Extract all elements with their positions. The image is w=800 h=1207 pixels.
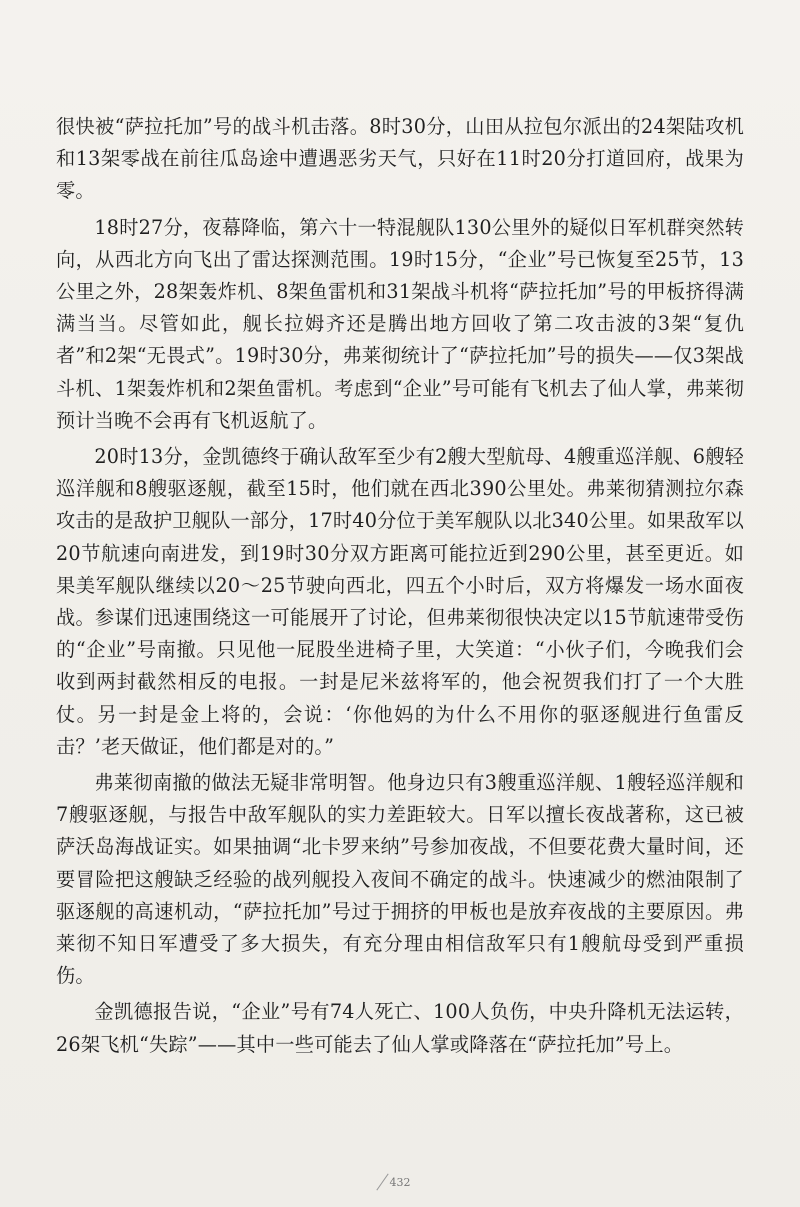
body-text — [56, 111, 744, 1065]
paragraph: 20时13分，金凯德终于确认敌军至少有2艘大型航母、4艘重巡洋舰、6艘轻巡洋舰和8艘驱逐舰，截至15时，他们就在西北390公里处。弗莱彻猜测拉尔森攻击的是敌护卫舰队一部分，17时40分位于美军舰队以北340公里。如果敌军以20节航速向南进发，到19时30分双方距离可能拉近到290公里，甚至更近。如果美军舰队继续以20～25节驶向西北，四五个小时后，双方将爆发一场水面夜战。参谋们迅速围绕这一可能展开了讨论，但弗莱彻很快决定以15节航速带受伤的“企业”号南撤。只见他一屁股坐进椅子里，大笑道：“小伙子们，今晚我们会收到两封截然相反的电报。一封是尼米兹将军的，他会祝贺我们打了一个大胜仗。另一封是金上将的，会说：‘你他妈的为什么不用你的驱逐舰进行鱼雷反击？’老天做证，他们都是对的。” — [56, 445, 744, 758]
paragraph: 金凯德报告说，“企业”号有74人死亡、100人负伤，中央升降机无法运转，26架飞机“失踪”——其中一些可能去了仙人掌或降落在“萨拉托加”号上。 — [56, 1000, 744, 1056]
page-number: 432 — [389, 1176, 411, 1189]
paragraph-continued: 很快被“萨拉托加”号的战斗机击落。8时30分，山田从拉包尔派出的24架陆攻机和13架零战在前往瓜岛途中遭遇恶劣天气，只好在11时20分打道回府，战果为零。 — [56, 115, 744, 203]
paragraph: 18时27分，夜幕降临，第六十一特混舰队130公里外的疑似日军机群突然转向，从西北方向飞出了雷达探测范围。19时15分，“企业”号已恢复至25节，13公里之外，28架轰炸机、8架鱼雷机和31架战斗机将“萨拉托加”号的甲板挤得满满当当。尽管如此，舰长拉姆齐还是腾出地方回收了第二攻击波的3架“复仇者”和2架“无畏式”。19时30分，弗莱彻统计了“萨拉托加”号的损失——仅3架战斗机、1架轰炸机和2架鱼雷机。考虑到“企业”号可能有飞机去了仙人掌，弗莱彻预计当晚不会再有飞机返航了。 — [56, 215, 744, 432]
paragraph: 弗莱彻南撤的做法无疑非常明智。他身边只有3艘重巡洋舰、1艘轻巡洋舰和7艘驱逐舰，与报告中敌军舰队的实力差距较大。日军以擅长夜战著称，这已被萨沃岛海战证实。如果抽调“北卡罗来纳”号参加夜战，不但要花费大量时间，还要冒险把这艘缺乏经验的战列舰投入夜间不确定的战斗。快速减少的燃油限制了驱逐舰的高速机动，“萨拉托加”号过于拥挤的甲板也是放弃夜战的主要原因。弗莱彻不知日军遭受了多大损失，有充分理由相信敌军只有1艘航母受到严重损伤。 — [56, 771, 744, 988]
